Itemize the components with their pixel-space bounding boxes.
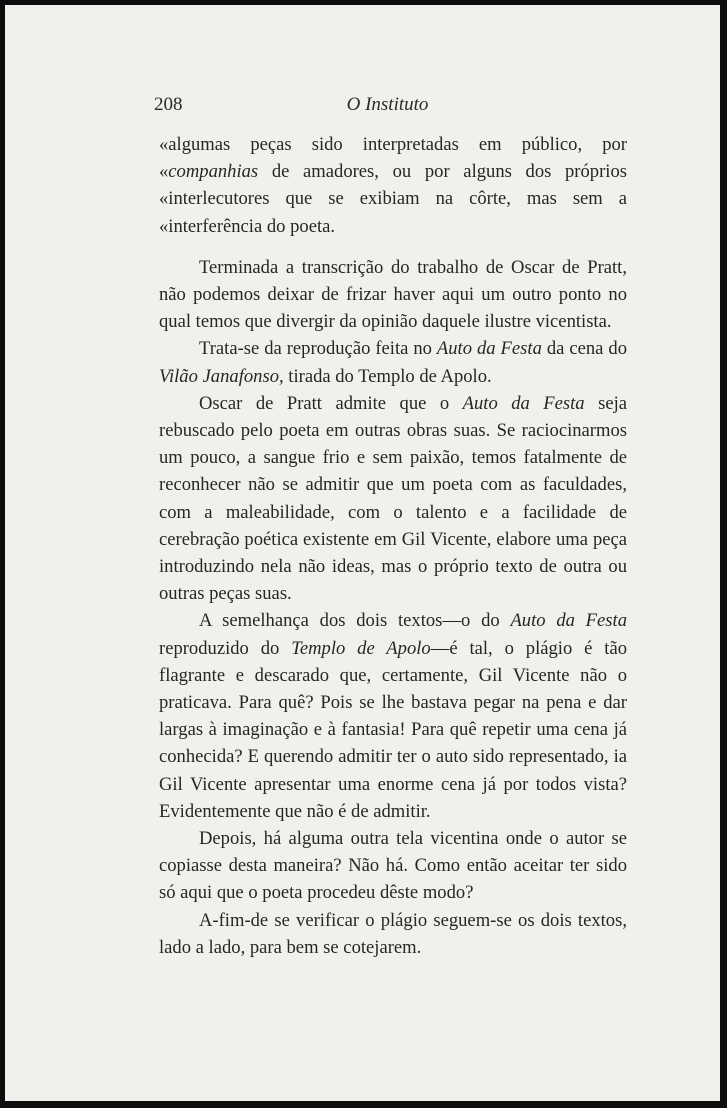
text-run: —é tal, o plágio é tão flagrante e descarado que, certamente, Gil Vicente não o praticava. Para quê? Pois se lhe bastava pegar na pena e dar largas à imaginação e à fantasia! Para quê repetir uma cena já conhecida? E querendo admitir ter o auto sido representado, ia Gil Vicente apresentar uma enorme cena já por todos vista? Evidentemente que não é de admitir. — [159, 637, 628, 822]
text-run: reproduzido do — [159, 637, 292, 659]
book-page — [5, 5, 720, 1101]
quoted-paragraph — [159, 131, 627, 240]
paragraph — [159, 607, 627, 825]
paragraph — [159, 907, 627, 961]
paragraph — [159, 254, 627, 336]
italic-run: Auto da Festa — [510, 610, 627, 632]
paragraph — [159, 335, 627, 389]
italic-run: Vilão Janafonso, — [159, 365, 284, 387]
text-run: Terminada a transcrição do trabalho de Oscar de Pratt, não podemos deixar de frizar haver aqui um outro ponto no qual temos que divergir da opinião daquele ilustre vicentista. — [159, 256, 627, 333]
paragraph — [159, 825, 627, 907]
text-run: «algumas peças sido interpretadas em público, por « — [159, 134, 627, 183]
text-run: da cena do — [541, 338, 627, 360]
text-run: de amadores, ou por alguns dos próprios «interlecutores que se exibiam na côrte, mas sem a «interferência do poeta. — [159, 161, 627, 237]
text-run: tirada do Templo de Apolo. — [283, 365, 492, 387]
text-run: Trata-se da reprodução feita no — [199, 338, 437, 360]
italic-run: Templo de Apolo — [291, 637, 431, 659]
italic-run: Auto da Festa — [462, 392, 585, 414]
page-header — [5, 94, 720, 118]
paragraph — [159, 390, 627, 608]
body-text — [159, 131, 627, 961]
text-run: Oscar de Pratt admite que o — [199, 392, 463, 414]
text-run: seja rebuscado pelo poeta em outras obras suas. Se raciocinarmos um pouco, a sangue frio e sem paixão, temos fatalmente de reconhecer não se admitir que um poeta com as faculdades, com a maleabilidade, com o talento e a facilidade de cerebração poética existente em Gil Vicente, elabore uma peça introduzindo nela não ideas, mas o próprio texto de outra ou outras peças suas. — [159, 392, 627, 605]
text-run: A-fim-de se verificar o plágio seguem-se os dois textos, lado a lado, para bem se cotejarem. — [159, 909, 627, 958]
italic-run: Auto da Festa — [436, 338, 542, 360]
text-run: Depois, há alguma outra tela vicentina onde o autor se copiasse desta maneira? Não há. Como então aceitar ter sido só aqui que o poeta procedeu dêste modo? — [159, 828, 627, 904]
text-run: A semelhança dos dois textos—o do — [199, 610, 511, 632]
italic-run: companhias — [168, 161, 259, 183]
running-title: O Instituto — [346, 94, 429, 115]
page-number: 208 — [154, 94, 183, 115]
